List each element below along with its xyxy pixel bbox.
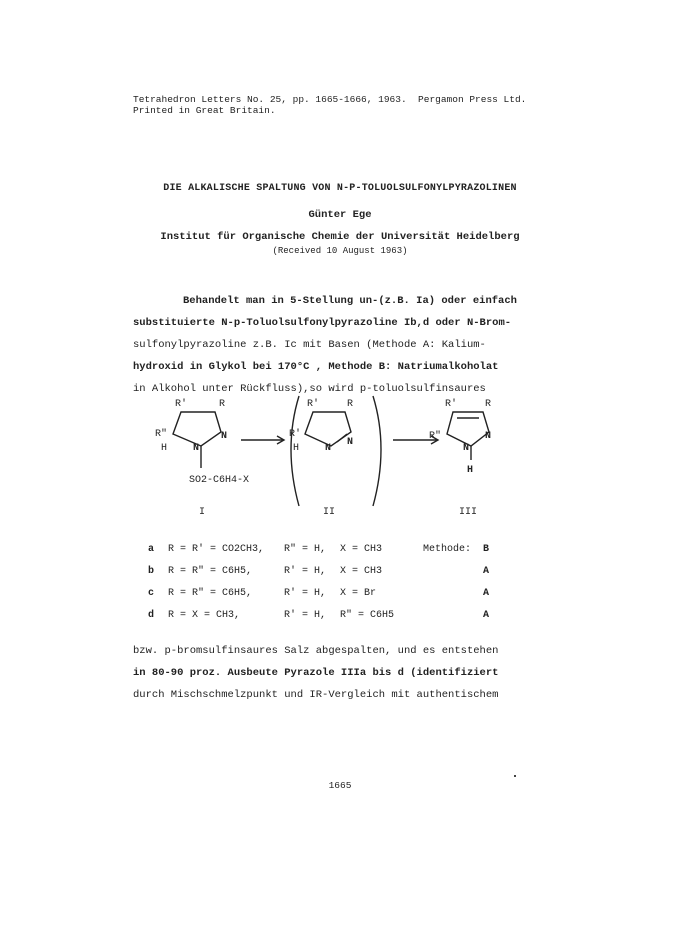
I-N1: N — [193, 443, 200, 454]
II-R: R — [347, 399, 354, 410]
row-substituents-2: R' = H, — [284, 566, 327, 577]
III-R1: R' — [445, 399, 458, 410]
III-N1: N — [463, 443, 470, 454]
row-substituents-2: R" = H, — [284, 544, 327, 555]
I-H: H — [161, 443, 168, 454]
I-R: R — [219, 399, 226, 410]
II-R1: R' — [307, 399, 320, 410]
III-R2: R" — [429, 431, 442, 442]
row-method: B — [483, 544, 490, 555]
institute: Institut für Organische Chemie der Universität Heidelberg — [160, 231, 520, 243]
scan-speck — [514, 775, 516, 777]
row-substituents: R = R" = C6H5, — [168, 566, 253, 577]
row-letter: a — [148, 544, 155, 555]
III-N2: N — [485, 431, 492, 442]
para1-line-2: substituierte N-p-Toluolsulfonylpyrazoline Ib,d oder N-Brom- — [133, 317, 512, 329]
row-substituents: R = R' = CO2CH3, — [168, 544, 265, 555]
label-II: II — [323, 507, 336, 518]
row-substituents-3: X = CH3 — [340, 566, 383, 577]
para2-line-1: bzw. p-bromsulfinsaures Salz abgespalten, und es entstehen — [133, 645, 499, 657]
III-H: H — [467, 465, 474, 476]
journal-printed: Printed in Great Britain. — [133, 105, 276, 116]
ring-II — [305, 412, 354, 448]
article-title: DIE ALKALISCHE SPALTUNG VON N-P-TOLUOLSULFONYLPYRAZOLINEN — [163, 183, 517, 194]
row-substituents-2: R' = H, — [284, 588, 327, 599]
paragraph-results — [133, 640, 553, 706]
para2-line-2: in 80-90 proz. Ausbeute Pyrazole IIIa bis d (identifiziert — [133, 667, 499, 679]
reaction-scheme — [133, 388, 553, 523]
ring-I — [173, 412, 221, 446]
para1-line-5: in Alkohol unter Rückfluss),so wird p-toluolsulfinsaures — [133, 383, 486, 395]
journal-header — [133, 94, 526, 116]
para1-line-1: Behandelt man in 5-Stellung un-(z.B. Ia) oder einfach — [183, 295, 517, 307]
para1-line-4: hydroxid in Glykol bei 170°C , Methode B: Natriumalkoholat — [133, 361, 499, 373]
II-N2: N — [347, 437, 354, 448]
row-substituents-2: R' = H, — [284, 610, 327, 621]
row-letter: d — [148, 610, 155, 621]
row-substituents: R = X = CH3, — [168, 610, 241, 621]
II-N1: N — [325, 443, 332, 454]
bracket-right — [373, 396, 381, 506]
row-substituents-3: X = CH3 — [340, 544, 383, 555]
row-letter: c — [148, 588, 155, 599]
page-number: 1665 — [328, 780, 352, 791]
reaction-scheme-svg — [133, 388, 553, 518]
III-R: R — [485, 399, 492, 410]
para2-line-3: durch Mischschmelzpunkt und IR-Vergleich mit authentischem — [133, 689, 499, 701]
method-header: Methode: — [423, 544, 472, 555]
journal-citation: Tetrahedron Letters No. 25, pp. 1665-1666, 1963. Pergamon Press Ltd. — [133, 94, 527, 105]
author: Günter Ege — [308, 209, 372, 221]
row-substituents-3: R" = C6H5 — [340, 610, 395, 621]
I-N2: N — [221, 431, 228, 442]
received-date: (Received 10 August 1963) — [272, 246, 408, 256]
II-H: H — [293, 443, 300, 454]
label-III: III — [459, 507, 478, 518]
row-method: A — [483, 610, 490, 621]
I-R1: R' — [175, 399, 188, 410]
row-letter: b — [148, 566, 155, 577]
row-substituents-3: X = Br — [340, 588, 377, 599]
row-method: A — [483, 588, 490, 599]
paragraph-intro — [133, 290, 553, 400]
row-method: A — [483, 566, 490, 577]
I-R2: R" — [155, 429, 168, 440]
double-bond-II — [337, 434, 347, 442]
I-sulfonyl: SO2-C6H4-X — [189, 475, 250, 486]
label-I: I — [199, 507, 206, 518]
II-R1-left: R' — [289, 429, 302, 440]
para1-line-3: sulfonylpyrazoline z.B. Ic mit Basen (Methode A: Kalium- — [133, 339, 486, 351]
row-substituents: R = R" = C6H5, — [168, 588, 253, 599]
ring-III — [447, 412, 492, 446]
